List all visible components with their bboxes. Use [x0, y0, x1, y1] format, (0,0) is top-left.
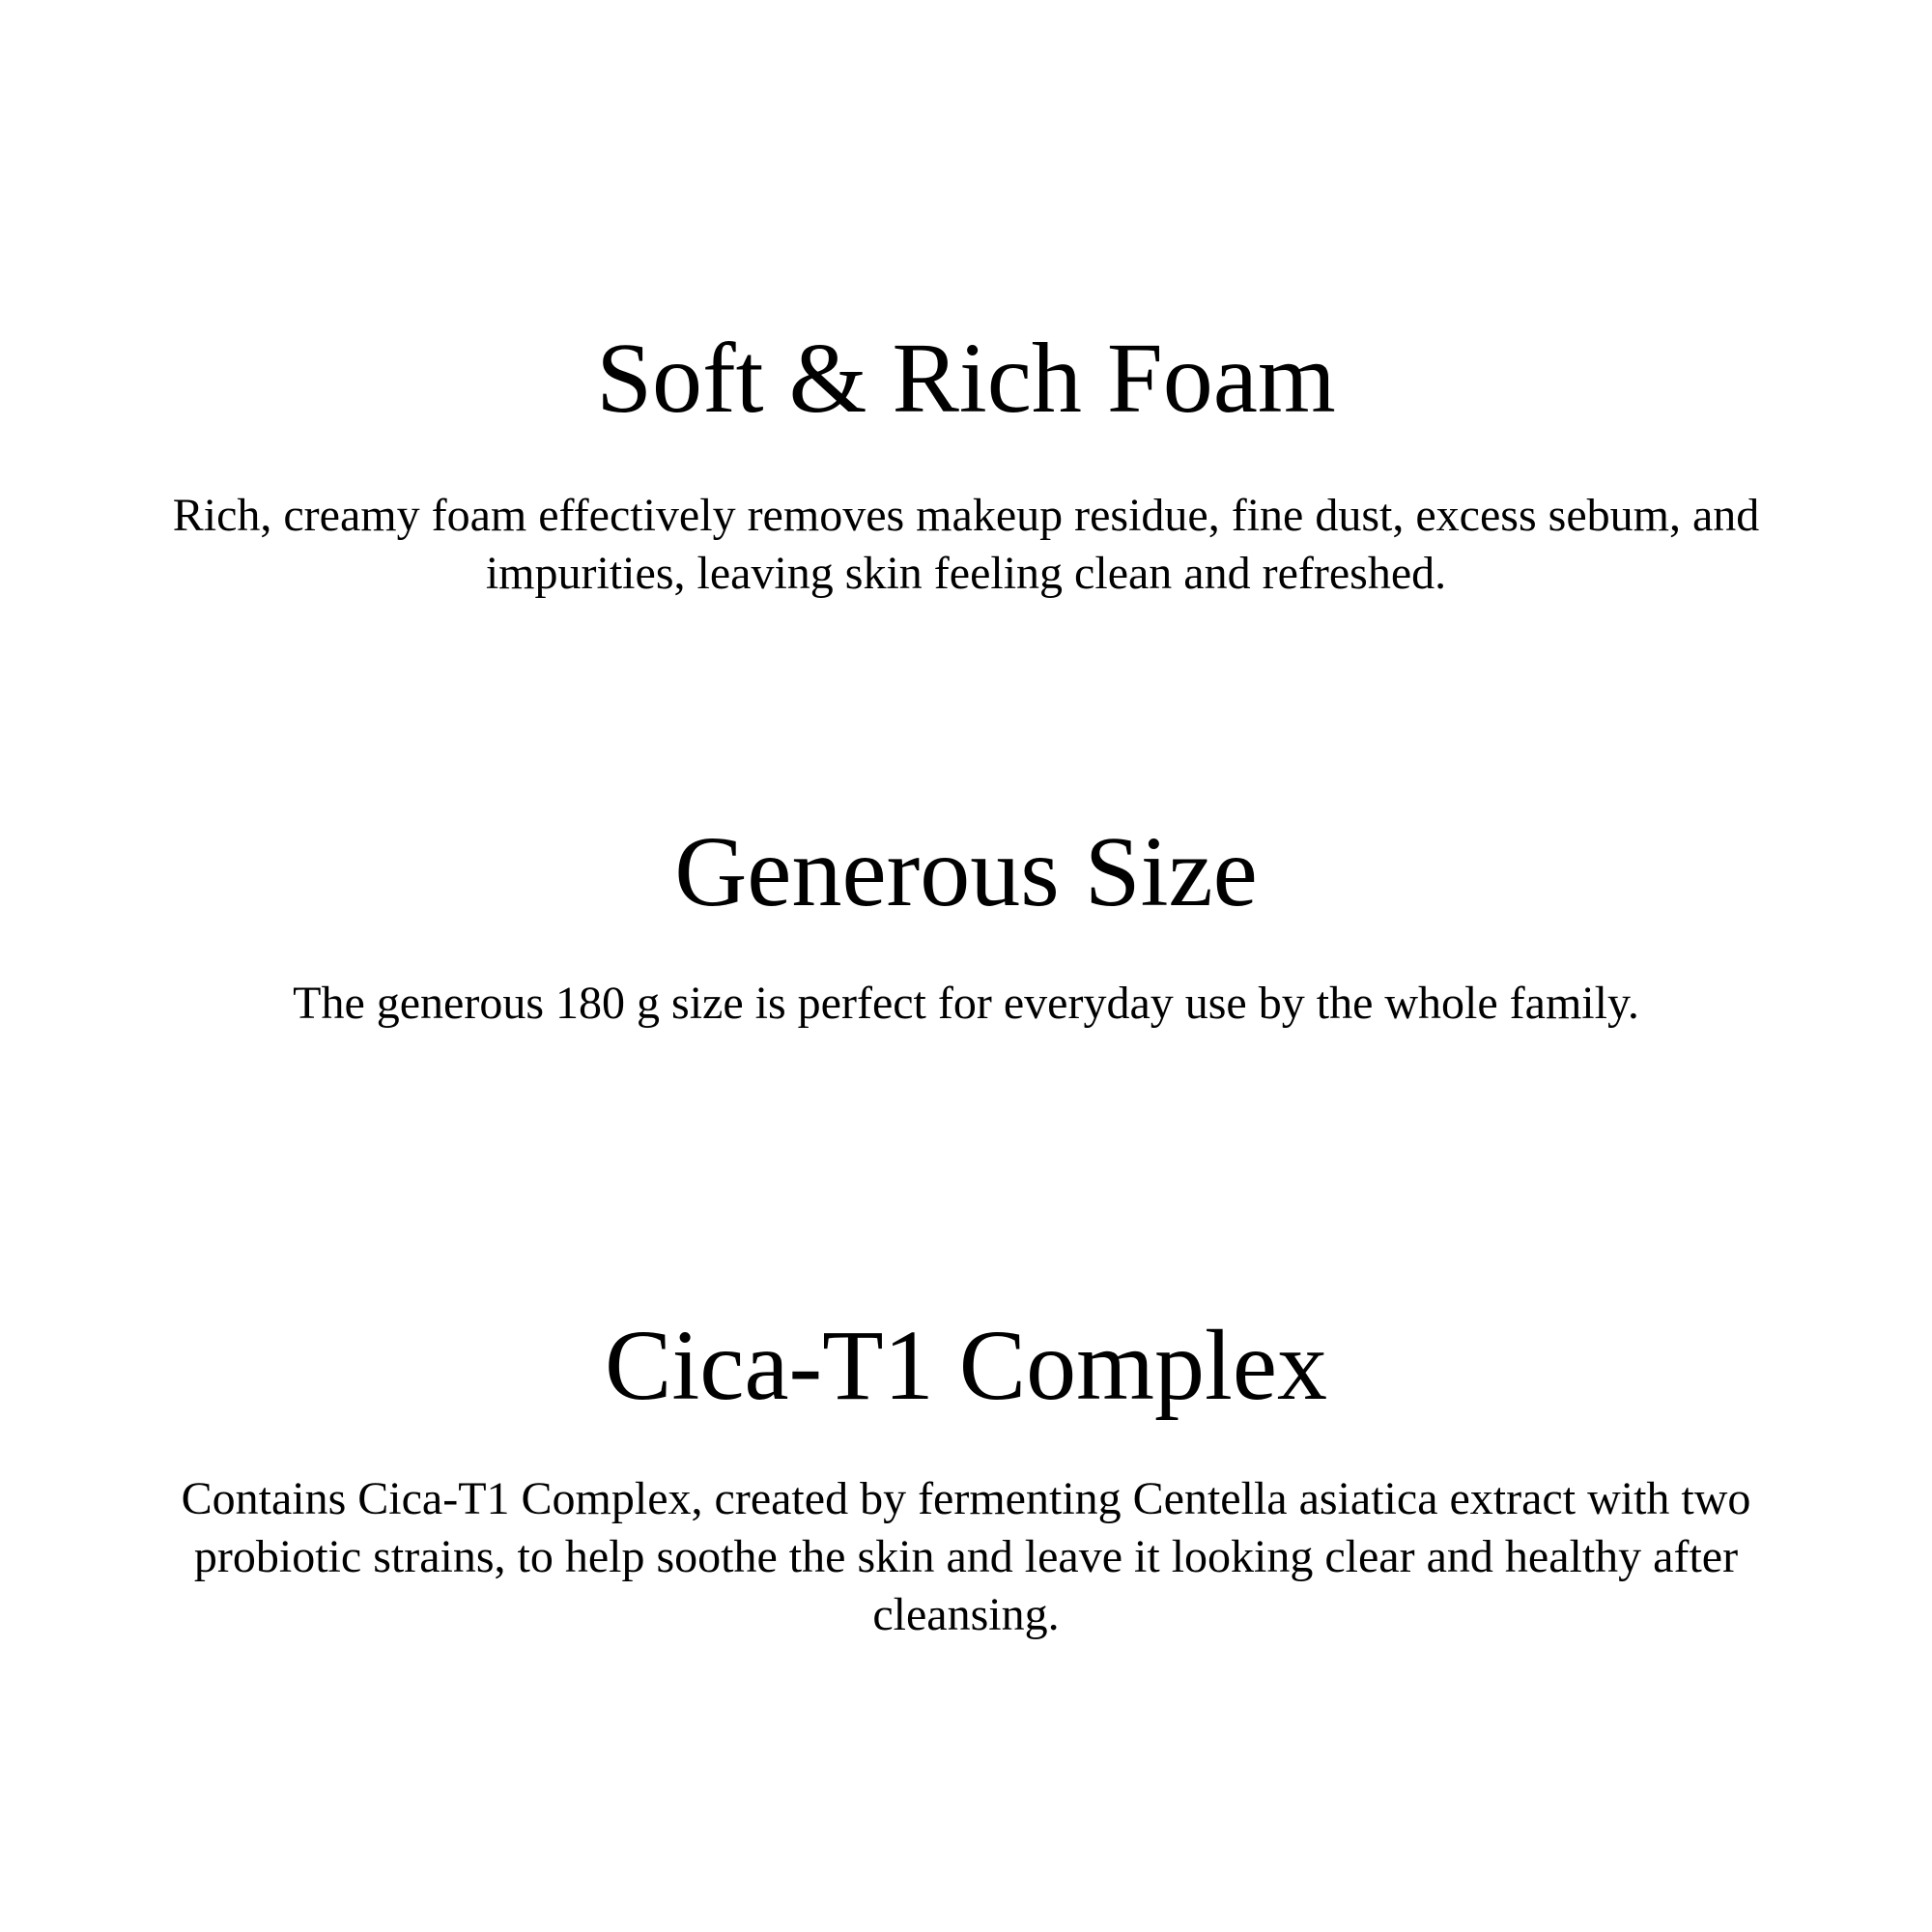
feature-description: The generous 180 g size is perfect for everyday use by the whole family. — [293, 978, 1639, 1029]
feature-cica-t1-complex — [0, 1308, 1932, 1644]
feature-title: Generous Size — [674, 816, 1258, 927]
feature-title: Cica-T1 Complex — [604, 1310, 1328, 1421]
feature-generous-size — [0, 814, 1932, 1033]
feature-description: Contains Cica-T1 Complex, created by fermenting Centella asiatica extract with two probiotic strains, to help soothe the skin and leave it looking clear and healthy after cleansing. — [181, 1473, 1751, 1640]
feature-title: Soft & Rich Foam — [596, 323, 1336, 434]
feature-soft-rich-foam — [0, 321, 1932, 603]
feature-description: Rich, creamy foam effectively removes makeup residue, fine dust, excess sebum, and impurities, leaving skin feeling clean and refreshed. — [172, 490, 1760, 599]
